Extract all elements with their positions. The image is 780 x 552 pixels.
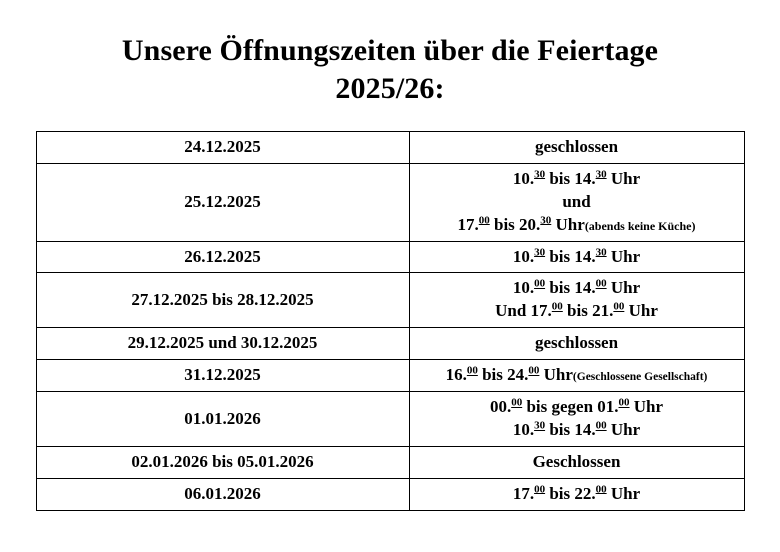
date-cell: 29.12.2025 und 30.12.2025 xyxy=(36,328,409,360)
page-title-line-2: 2025/26: xyxy=(335,72,445,106)
time-text: bis 14. xyxy=(545,420,596,440)
time-text: bis 20. xyxy=(489,214,541,234)
time-cell xyxy=(409,392,744,447)
time-line xyxy=(416,214,738,237)
time-text: bis 14. xyxy=(545,246,596,266)
time-line xyxy=(416,168,738,191)
time-line xyxy=(416,300,738,323)
time-text: Uhr xyxy=(606,168,641,188)
table-row xyxy=(36,273,744,328)
time-minutes-superscript: 00 xyxy=(534,277,546,290)
date-cell: 26.12.2025 xyxy=(36,241,409,273)
table-row xyxy=(36,479,744,511)
time-minutes-superscript: 00 xyxy=(551,300,563,313)
time-minutes-superscript: 00 xyxy=(595,277,607,290)
time-cell xyxy=(409,273,744,328)
time-text: bis 22. xyxy=(545,484,596,504)
time-minutes-superscript: 30 xyxy=(534,168,546,181)
time-text: 17. xyxy=(457,214,479,234)
time-minutes-superscript: 30 xyxy=(534,245,546,258)
time-line xyxy=(416,246,738,269)
time-cell xyxy=(409,241,744,273)
time-minutes-superscript: 00 xyxy=(511,396,523,409)
time-line xyxy=(416,277,738,300)
time-line: geschlossen xyxy=(534,333,619,353)
time-text: 00. xyxy=(489,397,512,417)
time-line xyxy=(416,419,738,442)
table-row xyxy=(36,392,744,447)
time-text: bis 24. xyxy=(477,365,529,385)
opening-hours-body xyxy=(36,131,744,510)
time-cell xyxy=(409,131,744,163)
time-text: Und 17. xyxy=(495,301,552,321)
date-cell: 27.12.2025 bis 28.12.2025 xyxy=(36,273,409,328)
time-text: bis gegen 01. xyxy=(522,397,619,417)
table-row xyxy=(36,241,744,273)
time-text: 10. xyxy=(512,420,535,440)
time-text: bis 14. xyxy=(545,278,596,298)
opening-hours-table xyxy=(36,131,745,511)
table-row xyxy=(36,328,744,360)
time-text: Uhr xyxy=(606,278,641,298)
time-minutes-superscript: 00 xyxy=(528,364,540,377)
time-minutes-superscript: 00 xyxy=(595,419,607,432)
time-text: Uhr xyxy=(539,365,573,385)
page-title-line-1: Unsere Öffnungszeiten über die Feiertage xyxy=(121,34,659,67)
time-minutes-superscript: 30 xyxy=(595,168,607,181)
time-text: Uhr xyxy=(606,484,641,504)
time-cell xyxy=(409,163,744,241)
time-minutes-superscript: 00 xyxy=(618,396,630,409)
time-cell xyxy=(409,328,744,360)
date-cell: 01.01.2026 xyxy=(36,392,409,447)
time-line xyxy=(416,396,738,419)
time-note: (Geschlossene Gesellschaft) xyxy=(572,371,708,384)
time-cell xyxy=(409,447,744,479)
time-text: Uhr xyxy=(606,246,641,266)
time-line: geschlossen xyxy=(534,136,619,156)
time-text: Uhr xyxy=(551,214,585,234)
page-title xyxy=(40,0,740,109)
date-cell: 25.12.2025 xyxy=(36,163,409,241)
time-line xyxy=(416,364,738,387)
time-minutes-superscript: 00 xyxy=(534,483,546,496)
table-row xyxy=(36,360,744,392)
time-minutes-superscript: 30 xyxy=(534,419,546,432)
time-text: bis 14. xyxy=(545,168,596,188)
time-text: Uhr xyxy=(624,301,658,321)
time-text: 10. xyxy=(512,246,535,266)
time-text: 16. xyxy=(445,365,467,385)
table-row xyxy=(36,163,744,241)
time-line: Geschlossen xyxy=(532,452,621,472)
time-cell xyxy=(409,479,744,511)
time-text: 10. xyxy=(512,168,535,188)
time-note: (abends keine Küche) xyxy=(584,218,696,233)
time-line: und xyxy=(562,191,591,211)
table-row xyxy=(36,131,744,163)
time-text: 17. xyxy=(512,484,535,504)
date-cell: 02.01.2026 bis 05.01.2026 xyxy=(36,447,409,479)
time-minutes-superscript: 00 xyxy=(595,483,607,496)
table-row xyxy=(36,447,744,479)
time-minutes-superscript: 30 xyxy=(595,245,607,258)
time-text: Uhr xyxy=(629,397,664,417)
time-text: 10. xyxy=(512,278,535,298)
time-text: bis 21. xyxy=(562,301,614,321)
time-minutes-superscript: 30 xyxy=(540,213,552,226)
time-minutes-superscript: 00 xyxy=(466,364,478,377)
time-minutes-superscript: 00 xyxy=(478,213,490,226)
time-line xyxy=(416,483,738,506)
date-cell: 06.01.2026 xyxy=(36,479,409,511)
time-text: Uhr xyxy=(606,420,641,440)
date-cell: 31.12.2025 xyxy=(36,360,409,392)
date-cell: 24.12.2025 xyxy=(36,131,409,163)
time-minutes-superscript: 00 xyxy=(613,300,625,313)
time-cell xyxy=(409,360,744,392)
